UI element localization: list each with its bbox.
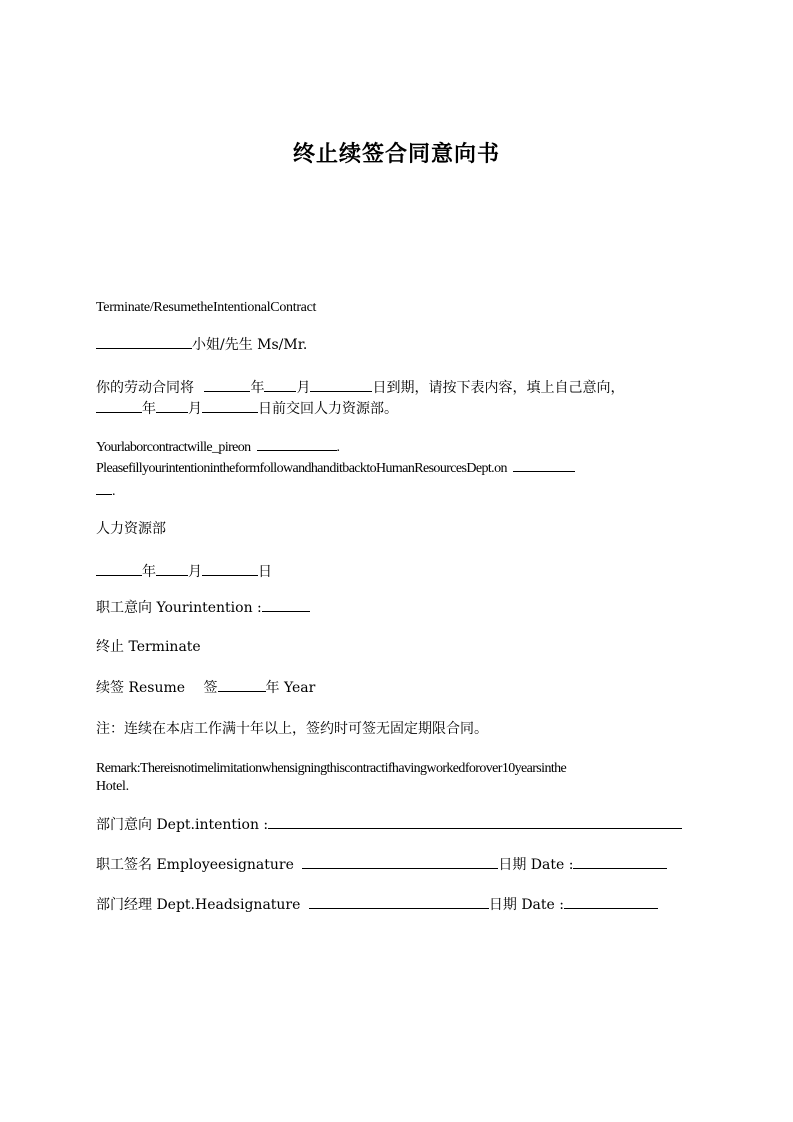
terminate-option[interactable]: 终止 Terminate	[96, 639, 201, 655]
expire-date-en-blank[interactable]	[257, 437, 337, 451]
expire-month-blank[interactable]	[264, 378, 296, 392]
hr-year: 年	[142, 564, 156, 580]
note-cn: 注：连续在本店工作满十年以上，签约时可签无固定期限合同。	[96, 721, 488, 737]
notice-en-line-3	[96, 481, 696, 501]
return-date-en-blank[interactable]	[513, 458, 575, 472]
resume-option-line	[96, 678, 696, 698]
dept-intention-field[interactable]	[268, 815, 682, 829]
employee-signature-date-label: 日期 Date :	[498, 857, 574, 873]
employee-signature-label: 职工签名 Employeesignature	[96, 857, 294, 873]
notice-cn-expire: 日到期，请按下表内容，填上自己意向，	[372, 380, 625, 396]
hr-date-line	[96, 562, 696, 582]
notice-cn-year: 年	[250, 380, 265, 396]
dept-head-signature-date-label: 日期 Date :	[488, 897, 564, 913]
dept-intention-label: 部门意向 Dept.intention :	[96, 817, 269, 833]
expire-year-blank[interactable]	[204, 378, 250, 392]
notice-en-text-2: PleasefillyourintentionintheformfollowandhanditbacktoHumanResourcesDept.on	[96, 461, 507, 476]
notice-en-line-2	[96, 458, 696, 478]
dept-head-signature-line	[96, 895, 696, 915]
name-blank[interactable]	[96, 335, 192, 349]
notice-en-text-1: Yourlaborcontractwille_pireon	[96, 440, 251, 455]
notice-cn-year-2: 年	[142, 401, 156, 417]
subtitle-english: Terminate/ResumetheIntentionalContract	[96, 300, 317, 315]
remark-en-line-2: Hotel.	[96, 779, 129, 794]
hr-month-blank[interactable]	[156, 562, 188, 576]
notice-en-line-1	[96, 437, 696, 457]
employee-signature-line	[96, 855, 696, 875]
hr-day: 日	[258, 564, 272, 580]
resume-year-label: 年 Year	[265, 680, 316, 696]
notice-cn-return: 日前交回人力资源部。	[258, 401, 398, 417]
hr-day-blank[interactable]	[202, 562, 258, 576]
notice-cn-line-1	[96, 378, 696, 398]
hr-year-blank[interactable]	[96, 562, 142, 576]
notice-cn-month-2: 月	[188, 401, 202, 417]
resume-years-field[interactable]	[218, 678, 266, 692]
dept-intention-line	[96, 815, 696, 835]
salutation-suffix: 小姐/先生 Ms/Mr.	[192, 337, 308, 353]
dept-head-signature-date-field[interactable]	[564, 895, 658, 909]
resume-sign-label: 签	[203, 680, 218, 696]
return-date-en-blank-cont[interactable]	[96, 481, 112, 495]
document-title: 终止续签合同意向书	[292, 141, 500, 167]
expire-day-blank[interactable]	[310, 378, 372, 392]
employee-intention-line	[96, 598, 696, 618]
notice-cn-line-2	[96, 399, 696, 419]
notice-en-end-1: .	[336, 440, 340, 455]
hr-dept-label: 人力资源部	[96, 521, 166, 537]
resume-option[interactable]: 续签 Resume	[96, 680, 186, 696]
employee-signature-date-field[interactable]	[573, 855, 667, 869]
employee-intention-label: 职工意向 Yourintention :	[96, 600, 262, 616]
hr-month: 月	[188, 564, 202, 580]
dept-head-signature-label: 部门经理 Dept.Headsignature	[96, 897, 301, 913]
employee-signature-field[interactable]	[302, 855, 498, 869]
remark-en-line-1: Remark:Thereisnotimelimitationwhensigningthiscontractifhavingworkedforover10yearsinthe	[96, 761, 567, 776]
return-day-blank[interactable]	[202, 399, 258, 413]
salutation-line	[96, 335, 696, 355]
notice-cn-intro: 你的劳动合同将	[96, 380, 194, 396]
dept-head-signature-field[interactable]	[309, 895, 489, 909]
return-month-blank[interactable]	[156, 399, 188, 413]
return-year-blank[interactable]	[96, 399, 142, 413]
notice-en-end-2: .	[112, 484, 116, 499]
employee-intention-field[interactable]	[262, 598, 310, 612]
notice-cn-month: 月	[296, 380, 311, 396]
